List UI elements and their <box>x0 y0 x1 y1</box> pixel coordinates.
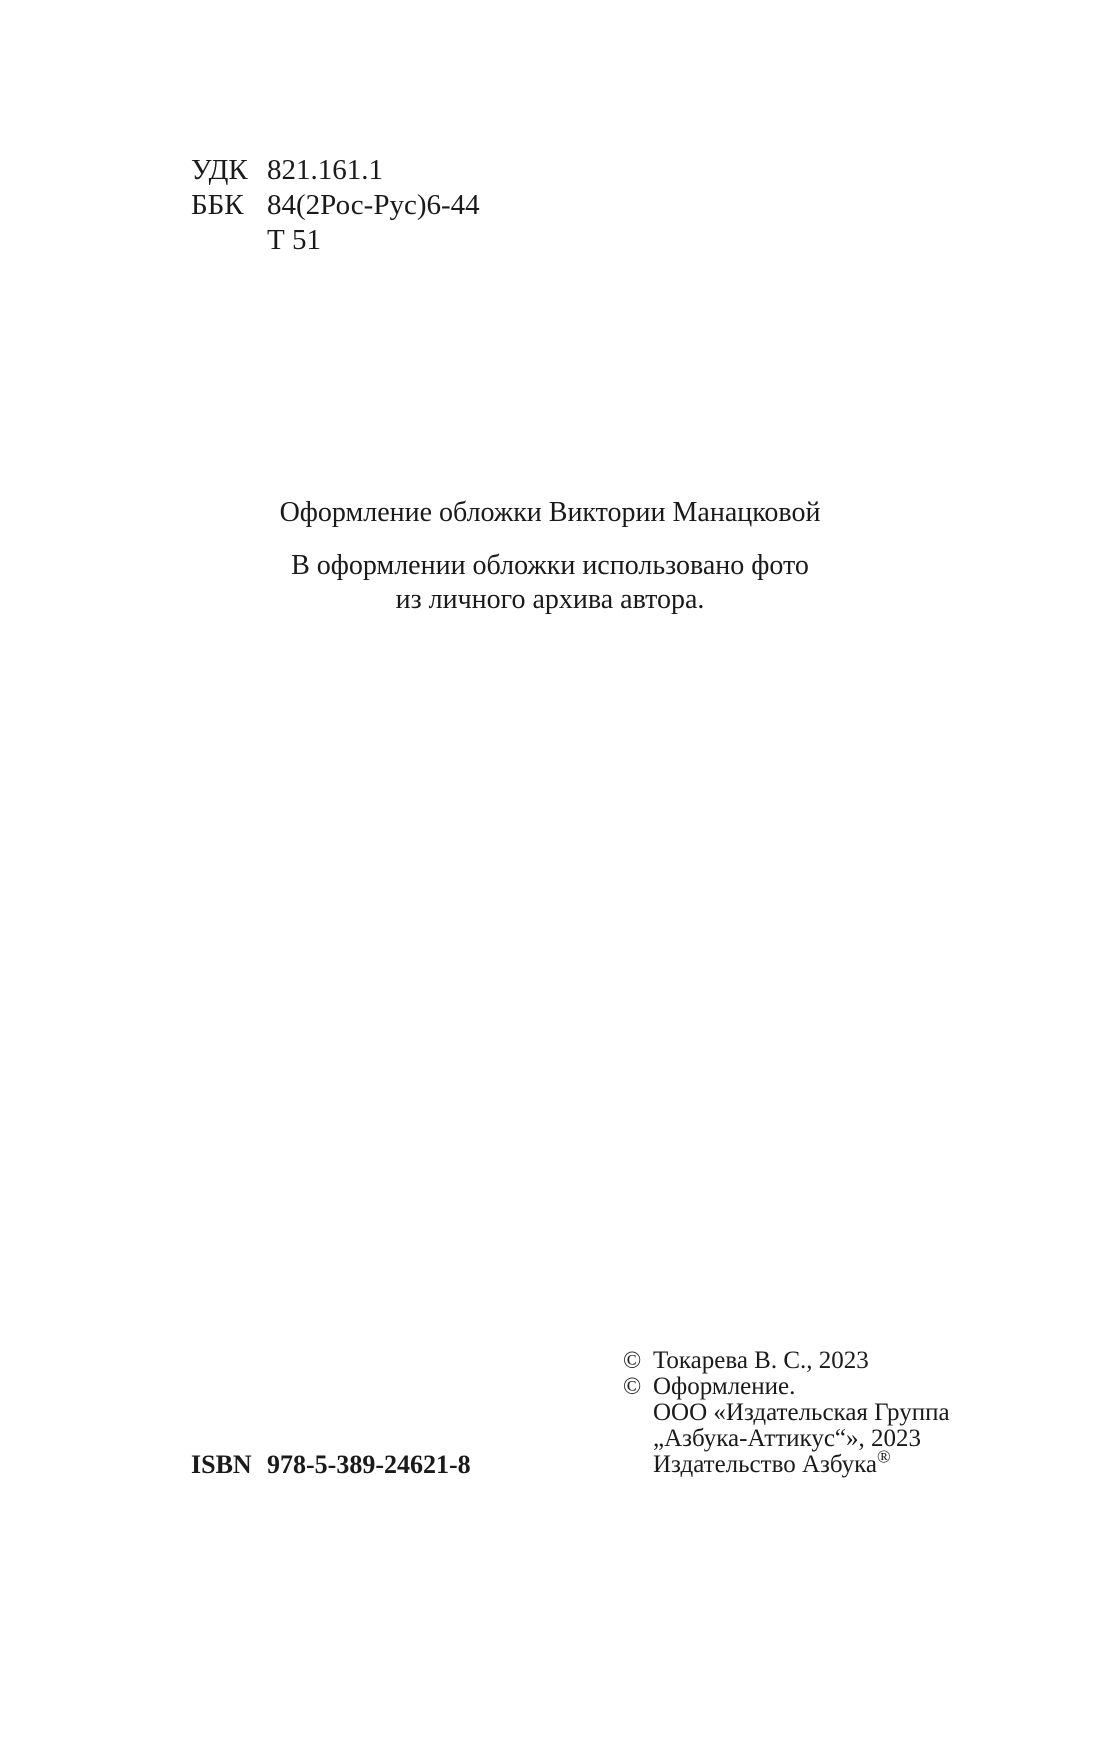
copyright-design-line-4 <box>653 1446 950 1478</box>
isbn <box>191 1450 471 1480</box>
copyright-design-line-2: ООО «Издательская Группа <box>653 1399 950 1426</box>
copyright-author-line: Токарева В. С., 2023 <box>653 1347 869 1374</box>
registered-trademark-icon: ® <box>877 1446 891 1467</box>
isbn-label: ISBN <box>191 1450 252 1479</box>
cover-design-credit: Оформление обложки Виктории Манацковой <box>279 497 821 528</box>
copyright-block <box>623 1348 950 1478</box>
classification-codes <box>191 153 480 258</box>
photo-credit-line-2: из личного архива автора. <box>395 584 705 615</box>
copyright-icon: © <box>623 1348 642 1374</box>
publisher-name: Издательство Азбука <box>653 1451 878 1478</box>
copyright-design-line-3: „Азбука-Аттикус“», 2023 <box>653 1425 922 1452</box>
bbk-label: ББК <box>191 189 244 221</box>
bbk-value: 84(2Рос-Рус)6-44 <box>267 189 480 221</box>
author-mark: Т 51 <box>267 224 321 256</box>
bbk-row <box>191 188 480 223</box>
udk-value: 821.161.1 <box>267 154 383 186</box>
copyright-icon: © <box>623 1374 642 1400</box>
photo-credit <box>0 549 1100 617</box>
isbn-value: 978-5-389-24621-8 <box>267 1450 471 1479</box>
author-mark-row <box>191 223 480 258</box>
udk-label: УДК <box>191 154 248 186</box>
copyright-design-line-1: Оформление. <box>653 1373 796 1400</box>
copyright-author <box>623 1348 950 1374</box>
photo-credit-line-1: В оформлении обложки использовано фото <box>291 550 809 581</box>
udk-row <box>191 153 480 188</box>
copyright-design <box>623 1374 950 1478</box>
